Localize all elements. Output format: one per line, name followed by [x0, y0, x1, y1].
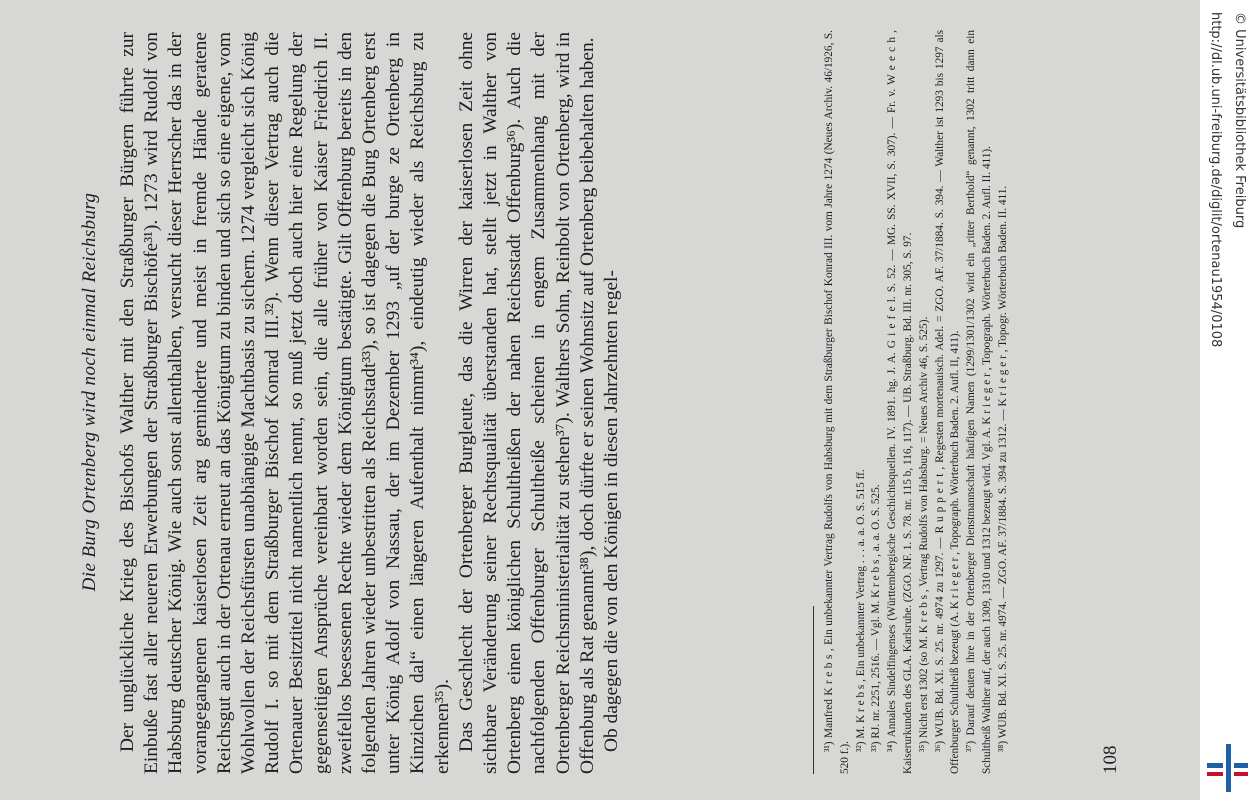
- paragraph: Der unglückliche Krieg des Bischofs Walther mit den Straßburger Bürgern führte zur Einbuße fast aller neueren Erwerbungen der Straßburger Bischöfe³¹). 1273 wird Rudolf von Habsburg deutscher König. Wie auch sonst allenthalben, versucht dieser Herrscher das in der vorangegangenen kaiserlosen Zeit arg geminderte und meist in fremde Hände geratene Reichsgut auch in der Ortenau erneut an das Königtum zu binden und sich so eine eigene, vom Wohlwollen der Reichsfürsten unabhängige Machtbasis zu sichern. 1274 vergleicht sich König Rudolf I. so mit dem Straßburger Bischof Konrad III.³²). Wenn dieser Vertrag auch die Ortenauer Besitztitel nicht namentlich nennt, so muß jetzt doch auch hier eine Regelung der gegenseitigen Ansprüche vereinbart worden sein, die alle früher von Kaiser Friedrich II. zweifellos besessenen Rechte wieder dem Königtum bestätigte. Gilt Offenburg bereits in den folgenden Jahren wieder unbestritten als Reichsstadt³³), so ist dagegen die Burg Ortenberg erst unter König Adolf von Nassau, der im Dezember 1293 „uf der burge ze Ortenberg in Kinzichen dal“ einen längeren Aufenthalt nimmt³⁴), eindeutig wieder als Reichsburg zu erkennen³⁵).: [117, 32, 453, 774]
- footnote: ³²) M. K r e b s , Ein unbekannter Vertrag . . . a. a. O. S. 515 ff.: [854, 469, 867, 752]
- footnote: ³¹) Manfred K r e b s , Ein unbekannter Vertrag Rudolfs von Habsburg mit dem Straßburger Bischof Konrad III. vom Jahre 1274 (Neues Archiv. 46/1926, S. 520 f.).: [823, 30, 851, 774]
- logo-bar: [1226, 744, 1231, 792]
- footnote: ³³) RJ. nr. 2251, 2516. — Vgl. M. K r e b s , a. a. O. S. 525.: [870, 484, 883, 752]
- footnotes: [822, 30, 1012, 774]
- footnote: ³⁵) Nicht erst 1302 (so M. K r e b s , Vertrag Rudolfs von Habsburg. = Neues Archiv 46, S. 525).: [917, 316, 930, 752]
- footnote: ³⁷) Darauf deuten ihre in der Ortenberger Dienstmannschaft häufigen Namen (1299/1301/1302 wird ein „ritter Berthold“ genannt, 1302 tritt dann ein Schultheiß Walther auf, der auch 1309, 1310 und 1312 bezeugt wird. Vgl. A. K r i e g e r , Topograph. Wörterbuch Baden. 2. Aufl. II. 411).: [965, 30, 993, 774]
- footnote: ³⁸) WUB. Bd. XI. S. 25. nr. 4974. — ZGO. AF. 37/1884. S. 394 zu 1312. — K r i e g e r , Topogr. Wörterbuch Baden. II. 411.: [996, 185, 1009, 752]
- paragraph: Das Geschlecht der Ortenberger Burgleute, das die Wirren der kaiserlosen Zeit ohne sichtbare Veränderung seiner Rechtsqualität überstanden hat, stellt jetzt in Walther von Ortenberg einen königlichen Schultheißen der nahen Reichsstadt Offenburg³⁶). Auch die nachfolgenden Offenburger Schultheiße scheinen in engem Zusammenhang mit der Ortenberger Reichsministerialität zu stehen³⁷). Walthers Sohn, Reinbolt von Ortenberg, wird in Offenburg als Rat genannt³⁸), doch dürfte er seinen Wohnsitz auf Ortenberg beibehalten haben.: [455, 32, 598, 774]
- footnote-rule: [813, 606, 814, 774]
- footnote: ³⁶) WUB. Bd. XI. S. 25. nr. 4974 zu 1297. — R u p p e r t , Regesten mortenauisch. Adel. = ZGO. AF. 37/1884. S. 394. — Walther ist 1293 bis 1297 als Offenburger Schultheiß bezeugt (A. K r i e g e r , Topograph. Wörterbuch Baden. 2. Aufl. II, 411).: [933, 30, 962, 774]
- footnote: ³⁴) Annales Sindelfingenses (Württembergische Geschichtsquellen. IV. 1891. hg. J. A. G i e f e l. S. 52. — MG. SS. XVII, S. 307). — Fr. v. W e e c h , Kaiserurkunden des GLA. Karlsruhe. (ZGO. NF. 1. S. 78. nr. 115 b, 116, 117). — UB. Straßburg. Bd. III. nr. 305, S. 97.: [886, 30, 914, 774]
- logo-bar: [1234, 772, 1248, 776]
- running-header: Die Burg Ortenberg wird noch einmal Reichsburg: [79, 192, 100, 592]
- logo-bar: [1234, 763, 1248, 768]
- source-url-link[interactable]: http://dl.ub.uni-freiburg.de/diglit/ortenau1954/0108: [1208, 12, 1223, 348]
- copyright-notice: © Universitätsbibliothek Freiburg: [1232, 12, 1247, 229]
- ub-freiburg-logo-icon: [1205, 744, 1249, 792]
- body-text: [116, 32, 624, 774]
- paragraph: Ob dagegen die von den Königen in diesen Jahrzehnten regel-: [601, 270, 623, 752]
- logo-bar: [1207, 763, 1223, 768]
- page-number: 108: [1100, 745, 1121, 774]
- logo-bar: [1207, 772, 1223, 776]
